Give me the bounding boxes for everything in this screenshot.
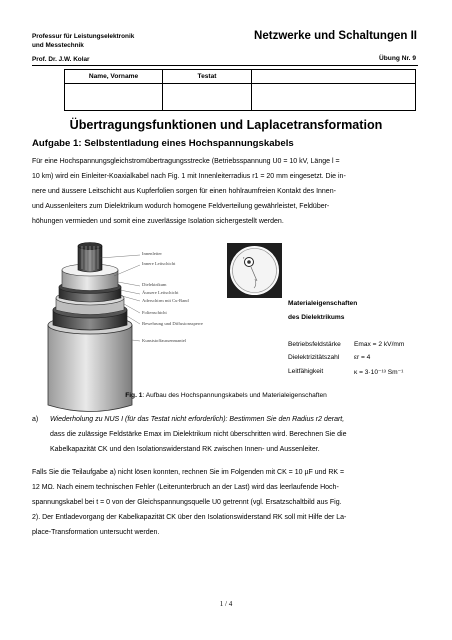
cable-label: Aderschirm mit Cu-Band [142,298,189,303]
text-line: Kabelkapazität CK und den Isolationswiderstand RK zwischen Innen- und Aussenleiter. [50,446,320,453]
text-line: und Aussenleiters zum Dielektrikum wodurch homogene Feldverteilung gewährleistet, Feldüber- [32,203,330,210]
institute-line-1: Professur für Leistungselektronik [32,33,135,40]
property-value: Emax = 2 kV/mm [354,341,405,348]
text-line: dass die zulässige Feldstärke Emax im Dielektrikum nicht überschritten wird. Berechnen Sie die [50,431,347,438]
property-label: Betriebsfeldstärke [288,341,341,348]
institute-line-2: und Messtechnik [32,42,84,49]
svg-text:r: r [243,256,245,260]
continuation-paragraph [32,465,418,540]
header-rule [32,65,418,66]
property-label: Leitfähigkeit [288,368,324,375]
text-line: 12 MΩ. Nach einem technischen Fehler (Leiterunterbruch an der Last) wird das leerlaufende Hoch- [32,484,339,491]
cable-drawing [40,240,143,415]
cable-label: Folienschicht [142,310,167,315]
institute-name [32,32,134,50]
text-line: Wiederholung zu NUS I (für das Testat nicht erforderlich): Bestimmen Sie den Radius r2 derart, [50,416,345,423]
text-line: place-Transformation untersucht werden. [32,529,160,536]
text-line: Falls Sie die Teilaufgabe a) nicht lösen konnten, rechnen Sie im Folgenden mit CK = 10 µF und RK = [32,469,345,476]
empty-header-cell [252,70,416,84]
task-description [32,154,418,229]
cable-label: Dielektrikum [142,282,167,287]
cable-label: Kunststoffaussenmantel [142,338,187,343]
part-a-text [50,412,418,457]
cable-label: Äussere Leitschicht [142,290,179,295]
name-testat-table [64,69,416,111]
name-column-header: Name, Vorname [65,70,163,84]
text-line: spannungskabel bei t = 0 von der Gleichspannungsquelle U0 getrennt (vgl. Ersatzschaltbild aus Fig. [32,499,342,506]
course-title: Netzwerke und Schaltungen II [254,30,417,42]
testat-column-header: Testat [163,70,252,84]
text-line: 10 km) wird ein Einleiter-Koaxialkabel nach Fig. 1 mit Innenleiterradius r1 = 20 mm eingesetzt. Die in- [32,173,346,180]
text-line: nere und äussere Leitschicht aus Kupferfolien sorgen für einen hohlraumfreien Kontakt des Innen- [32,188,336,195]
property-value: κ = 3·10⁻¹³ Sm⁻¹ [354,369,404,376]
page-title: Übertragungsfunktionen und Laplacetransformation [69,118,383,132]
property-label: Dielektrizitätszahl [288,354,340,361]
text-line: 2). Der Entladevorgang der Kabelkapazität CK über den Isolationswiderstand RK soll mit Hilfe der La- [32,514,347,521]
testat-field[interactable] [163,84,252,111]
professor-name: Prof. Dr. J.W. Kolar [32,56,90,63]
empty-field [252,84,416,111]
caption-text: : Aufbau des Hochspannungskabels und Materialeigenschaften [142,392,327,399]
cable-label: Bewehrung und Diffusionssperre [142,321,203,326]
material-heading-2: des Dielektrikums [288,314,345,321]
page-number: 1 / 4 [219,600,233,608]
text-line: höhungen vermieden und somit eine zuverlässige Isolation sichergestellt werden. [32,218,284,225]
task-heading: Aufgabe 1: Selbstentladung eines Hochspannungskabels [32,138,294,149]
name-field[interactable] [65,84,163,111]
cable-cross-section [227,243,282,298]
part-a-marker: a) [32,416,39,423]
figure-caption [0,392,452,399]
cable-label: Innenleiter [142,251,162,256]
exercise-number: Übung Nr. 9 [379,55,416,62]
caption-prefix: Fig. 1 [125,392,143,399]
material-heading-1: Materialeigenschaften [288,300,358,307]
cable-label: Innere Leitschicht [142,261,176,266]
property-value: εr = 4 [354,354,371,361]
text-line: Für eine Hochspannungsgleichstromübertragungsstrecke (Betriebsspannung U0 = 10 kV, Länge l = [32,158,340,165]
